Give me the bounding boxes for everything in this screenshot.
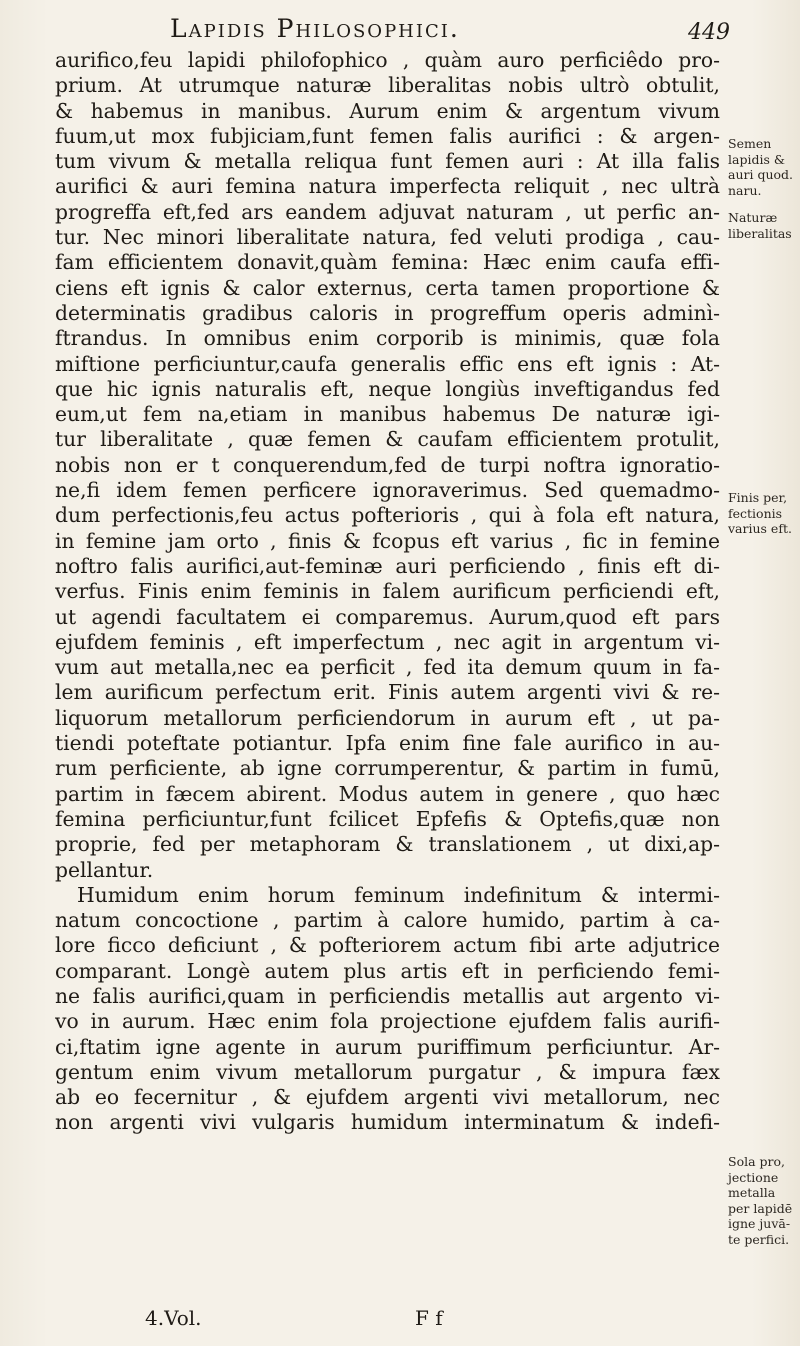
margin-note-line: metalla bbox=[728, 1185, 776, 1200]
margin-note-line: Finis per, bbox=[728, 490, 788, 505]
text-line: ne,fi idem femen perficere ignoraverimus. Sed quemadmo- bbox=[55, 478, 720, 503]
catchword: F f bbox=[415, 1306, 443, 1330]
text-line: ftrandus. In omnibus enim corporib is minimis, quæ fola bbox=[55, 326, 720, 351]
text-line: ab eo fecernitur , & ejufdem argenti vivi metallorum, nec bbox=[55, 1085, 720, 1110]
text-line: eum,ut fem na,etiam in manibus habemus De naturæ igi- bbox=[55, 402, 720, 427]
margin-note-line: per lapidē bbox=[728, 1200, 793, 1216]
text-line: non argenti vivi vulgaris humidum interminatum & indefi- bbox=[55, 1110, 720, 1135]
text-line: pellantur. bbox=[55, 857, 154, 882]
running-title: Lapidis Philosophici. bbox=[170, 14, 460, 43]
text-line: tiendi poteftate potiantur. Ipfa enim fine fale aurifico in au- bbox=[55, 731, 720, 756]
text-line: tur. Nec minori liberalitate natura, fed veluti prodiga , cau- bbox=[55, 225, 720, 250]
running-head bbox=[170, 14, 730, 46]
text-line: comparant. Longè autem plus artis eft in perficiendo femi- bbox=[55, 958, 720, 983]
text-line: fam efficientem donavit,quàm femina: Hæc enim caufa effi- bbox=[55, 250, 720, 275]
text-line: determinatis gradibus caloris in progreffum operis adminì- bbox=[55, 300, 720, 325]
text-line: femina perficiuntur,funt fcilicet Epfefis & Optefis,quæ non bbox=[55, 806, 720, 831]
margin-note-naturae bbox=[728, 210, 798, 241]
margin-note-line: liberalitas bbox=[728, 225, 792, 241]
text-line: noftro falis aurifici,aut-feminæ auri perficiendo , finis eft di- bbox=[55, 553, 720, 578]
margin-note-line: te perfici. bbox=[728, 1231, 790, 1247]
text-line: proprie, fed per metaphoram & translationem , ut dixi,ap- bbox=[55, 832, 720, 857]
text-line: que hic ignis naturalis eft, neque longiùs inveftigandus fed bbox=[55, 376, 720, 401]
margin-note-line: fectionis bbox=[728, 505, 783, 521]
margin-note-line: igne juvā- bbox=[728, 1216, 791, 1231]
margin-note-sola bbox=[728, 1154, 798, 1247]
paragraph-1 bbox=[55, 48, 720, 883]
text-line: liquorum metallorum perficiendorum in aurum eft , ut pa- bbox=[55, 705, 720, 730]
text-line: rum perficiente, ab igne corrumperentur, & partim in fumū, bbox=[55, 756, 720, 781]
text-line: lem aurificum perfectum erit. Finis autem argenti vivi & re- bbox=[55, 680, 720, 705]
text-line: lore ficco deficiunt , & pofteriorem actum fibi arte adjutrice bbox=[55, 933, 720, 958]
margin-note-line: jectione bbox=[728, 1169, 779, 1185]
text-line: miftione perficiuntur,caufa generalis effic ens eft ignis : At- bbox=[55, 351, 720, 376]
margin-note-line: Semen bbox=[728, 136, 772, 151]
text-line: aurifici & auri femina natura imperfecta reliquit , nec ultrà bbox=[55, 174, 720, 199]
text-line: tur liberalitate , quæ femen & caufam efficientem protulit, bbox=[55, 427, 720, 452]
text-line: prium. At utrumque naturæ liberalitas nobis ultrò obtulit, bbox=[55, 73, 720, 98]
margin-note-line: naru. bbox=[728, 182, 762, 198]
page-footer bbox=[55, 1306, 720, 1336]
text-line: ut agendi facultatem ei comparemus. Aurum,quod eft pars bbox=[55, 604, 720, 629]
text-line: verfus. Finis enim feminis in falem aurificum perficiendi eft, bbox=[55, 579, 720, 604]
text-line: Humidum enim horum feminum indefinitum & intermi- bbox=[77, 882, 720, 907]
text-line: tum vivum & metalla reliqua funt femen auri : At illa falis bbox=[55, 149, 720, 174]
text-line: ejufdem feminis , eft imperfectum , nec agit in argentum vi- bbox=[55, 629, 720, 654]
text-line: ci,ftatim igne agente in aurum puriffimum perficiuntur. Ar- bbox=[55, 1034, 720, 1059]
signature-mark: 4.Vol. bbox=[145, 1306, 202, 1330]
text-line: vum aut metalla,nec ea perficit , fed ita demum quum in fa- bbox=[55, 655, 720, 680]
text-line: ne falis aurifici,quam in perficiendis metallis aut argento vi- bbox=[55, 983, 720, 1008]
text-line: aurifico,feu lapidi philofophico , quàm auro perficiêdo pro- bbox=[55, 48, 720, 72]
paragraph-2 bbox=[55, 883, 720, 1136]
text-line: in femine jam orto , finis & fcopus eft varius , fic in femine bbox=[55, 528, 720, 553]
text-line: vo in aurum. Hæc enim fola projectione ejufdem falis aurifi- bbox=[55, 1009, 720, 1034]
margin-note-line: Sola pro, bbox=[728, 1154, 785, 1169]
text-line: dum perfectionis,feu actus pofterioris , qui à fola eft natura, bbox=[55, 503, 720, 528]
text-line: nobis non er t conquerendum,fed de turpi noftra ignoratio- bbox=[55, 452, 720, 477]
margin-note-line: varius eft. bbox=[728, 521, 792, 536]
text-line: & habemus in manibus. Aurum enim & argentum vivum bbox=[55, 98, 720, 123]
page-number: 449 bbox=[688, 20, 730, 45]
text-line: ciens eft ignis & calor externus, certa tamen proportione & bbox=[55, 275, 720, 300]
text-line: partim in fæcem abirent. Modus autem in genere , quo hæc bbox=[55, 781, 720, 806]
margin-note-finis bbox=[728, 490, 798, 537]
body-text bbox=[55, 48, 720, 1136]
margin-note-line: auri quod. bbox=[728, 167, 794, 182]
margin-note-line: lapidis & bbox=[728, 151, 785, 167]
text-line: natum concoctione , partim à calore humido, partim à ca- bbox=[55, 908, 720, 933]
text-line: gentum enim vivum metallorum purgatur , & impura fæx bbox=[55, 1059, 720, 1084]
margin-note-semen bbox=[728, 136, 798, 198]
text-line: progreffa eft,fed ars eandem adjuvat naturam , ut perfic an- bbox=[55, 199, 720, 224]
text-line: fuum,ut mox fubjiciam,funt femen falis aurifici : & argen- bbox=[55, 123, 720, 148]
margin-note-line: Naturæ bbox=[728, 210, 778, 225]
